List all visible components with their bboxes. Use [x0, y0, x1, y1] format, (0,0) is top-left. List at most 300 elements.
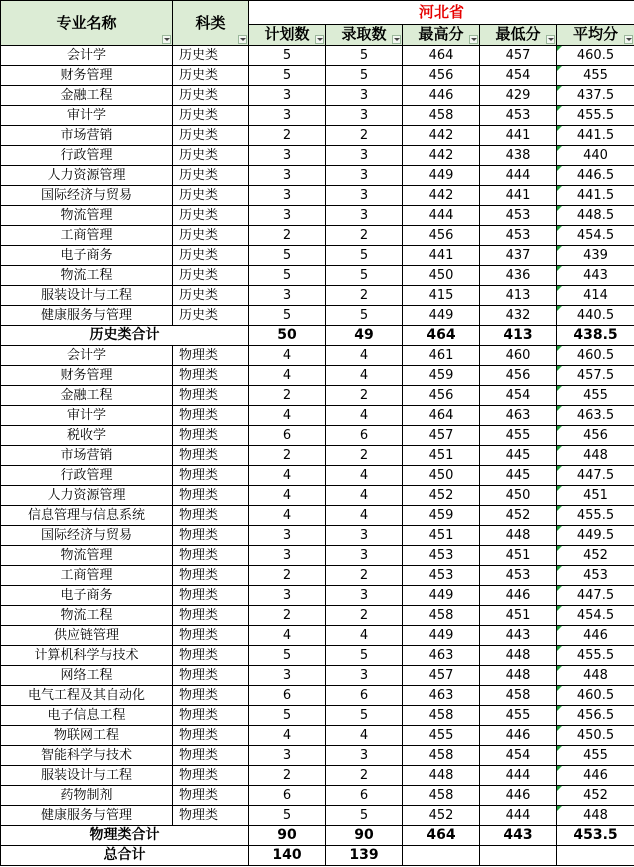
cell-category[interactable]: 物理类 — [173, 506, 249, 526]
cell-category[interactable]: 物理类 — [173, 426, 249, 446]
cell-major[interactable]: 市场营销 — [1, 126, 173, 146]
cell-max[interactable]: 449 — [403, 626, 480, 646]
cell-max[interactable]: 461 — [403, 346, 480, 366]
cell-avg[interactable]: 455 — [557, 386, 634, 406]
cell-admit[interactable]: 2 — [326, 766, 403, 786]
cell-category[interactable]: 历史类 — [173, 126, 249, 146]
cell-min[interactable]: 413 — [480, 286, 557, 306]
cell-admit[interactable]: 4 — [326, 626, 403, 646]
cell-min[interactable]: 460 — [480, 346, 557, 366]
cell-plan[interactable]: 3 — [249, 666, 326, 686]
total-min[interactable]: 443 — [480, 826, 557, 846]
cell-category[interactable]: 物理类 — [173, 726, 249, 746]
cell-max[interactable]: 457 — [403, 426, 480, 446]
cell-plan[interactable]: 2 — [249, 226, 326, 246]
cell-plan[interactable]: 2 — [249, 566, 326, 586]
cell-min[interactable]: 444 — [480, 166, 557, 186]
cell-admit[interactable]: 4 — [326, 486, 403, 506]
cell-plan[interactable]: 3 — [249, 166, 326, 186]
cell-admit[interactable]: 5 — [326, 806, 403, 826]
cell-admit[interactable]: 4 — [326, 506, 403, 526]
cell-min[interactable]: 429 — [480, 86, 557, 106]
cell-min[interactable]: 438 — [480, 146, 557, 166]
error-indicator-icon — [557, 486, 562, 491]
total-min[interactable] — [480, 846, 557, 866]
cell-min[interactable]: 451 — [480, 606, 557, 626]
cell-max[interactable]: 457 — [403, 666, 480, 686]
cell-major[interactable]: 税收学 — [1, 426, 173, 446]
cell-min[interactable]: 436 — [480, 266, 557, 286]
cell-min[interactable]: 448 — [480, 646, 557, 666]
cell-category[interactable]: 历史类 — [173, 46, 249, 66]
cell-category[interactable]: 历史类 — [173, 246, 249, 266]
cell-avg[interactable]: 447.5 — [557, 466, 634, 486]
cell-avg[interactable]: 452 — [557, 786, 634, 806]
total-min[interactable]: 413 — [480, 326, 557, 346]
cell-plan[interactable]: 2 — [249, 386, 326, 406]
cell-major[interactable]: 行政管理 — [1, 146, 173, 166]
cell-min[interactable]: 453 — [480, 106, 557, 126]
cell-avg[interactable]: 440.5 — [557, 306, 634, 326]
total-avg[interactable] — [557, 846, 634, 866]
cell-admit[interactable]: 3 — [326, 666, 403, 686]
cell-max[interactable]: 448 — [403, 766, 480, 786]
cell-category[interactable]: 历史类 — [173, 266, 249, 286]
cell-plan[interactable]: 4 — [249, 506, 326, 526]
cell-max[interactable]: 459 — [403, 506, 480, 526]
cell-avg[interactable]: 437.5 — [557, 86, 634, 106]
cell-admit[interactable]: 5 — [326, 46, 403, 66]
cell-max[interactable]: 451 — [403, 526, 480, 546]
cell-avg[interactable]: 456.5 — [557, 706, 634, 726]
cell-max[interactable]: 415 — [403, 286, 480, 306]
cell-avg[interactable]: 455.5 — [557, 106, 634, 126]
cell-major[interactable]: 物流管理 — [1, 546, 173, 566]
cell-admit[interactable]: 3 — [326, 166, 403, 186]
cell-min[interactable]: 441 — [480, 126, 557, 146]
cell-max[interactable]: 450 — [403, 466, 480, 486]
cell-min[interactable]: 451 — [480, 546, 557, 566]
cell-min[interactable]: 446 — [480, 586, 557, 606]
cell-avg[interactable]: 446 — [557, 766, 634, 786]
cell-admit[interactable]: 5 — [326, 246, 403, 266]
cell-plan[interactable]: 5 — [249, 266, 326, 286]
table-row — [1, 266, 634, 286]
cell-avg[interactable]: 452 — [557, 546, 634, 566]
cell-category[interactable]: 物理类 — [173, 686, 249, 706]
error-indicator-icon — [557, 166, 562, 171]
cell-admit[interactable]: 2 — [326, 286, 403, 306]
total-avg[interactable]: 453.5 — [557, 826, 634, 846]
total-admit[interactable]: 90 — [326, 826, 403, 846]
cell-max[interactable]: 441 — [403, 246, 480, 266]
cell-admit[interactable]: 4 — [326, 366, 403, 386]
cell-max[interactable]: 458 — [403, 106, 480, 126]
cell-avg[interactable]: 455.5 — [557, 646, 634, 666]
cell-avg[interactable]: 455.5 — [557, 506, 634, 526]
table-row — [1, 446, 634, 466]
cell-max[interactable]: 442 — [403, 146, 480, 166]
cell-avg[interactable]: 441.5 — [557, 186, 634, 206]
cell-min[interactable]: 453 — [480, 206, 557, 226]
cell-category[interactable]: 物理类 — [173, 746, 249, 766]
cell-min[interactable]: 463 — [480, 406, 557, 426]
cell-avg[interactable]: 451 — [557, 486, 634, 506]
cell-major[interactable]: 金融工程 — [1, 86, 173, 106]
total-max[interactable]: 464 — [403, 826, 480, 846]
filter-dropdown-min[interactable] — [546, 35, 555, 44]
cell-admit[interactable]: 5 — [326, 306, 403, 326]
cell-major[interactable]: 人力资源管理 — [1, 486, 173, 506]
cell-max[interactable]: 464 — [403, 46, 480, 66]
cell-major[interactable]: 财务管理 — [1, 66, 173, 86]
cell-min[interactable]: 453 — [480, 566, 557, 586]
cell-min[interactable]: 445 — [480, 446, 557, 466]
cell-major[interactable]: 健康服务与管理 — [1, 806, 173, 826]
cell-avg[interactable]: 440 — [557, 146, 634, 166]
cell-category[interactable]: 历史类 — [173, 206, 249, 226]
cell-major[interactable]: 会计学 — [1, 346, 173, 366]
total-max[interactable] — [403, 846, 480, 866]
filter-dropdown-admit[interactable] — [392, 35, 401, 44]
cell-category[interactable]: 物理类 — [173, 386, 249, 406]
cell-major[interactable]: 国际经济与贸易 — [1, 186, 173, 206]
cell-avg[interactable]: 441.5 — [557, 126, 634, 146]
cell-category[interactable]: 物理类 — [173, 406, 249, 426]
cell-category[interactable]: 物理类 — [173, 786, 249, 806]
cell-min[interactable]: 455 — [480, 426, 557, 446]
cell-avg[interactable]: 454.5 — [557, 606, 634, 626]
cell-major[interactable]: 网络工程 — [1, 666, 173, 686]
cell-category[interactable]: 物理类 — [173, 806, 249, 826]
cell-min[interactable]: 448 — [480, 666, 557, 686]
cell-max[interactable]: 442 — [403, 126, 480, 146]
cell-plan[interactable]: 6 — [249, 686, 326, 706]
table-row — [1, 306, 634, 326]
cell-major[interactable]: 审计学 — [1, 406, 173, 426]
cell-admit[interactable]: 3 — [326, 186, 403, 206]
total-admit[interactable]: 49 — [326, 326, 403, 346]
cell-max[interactable]: 458 — [403, 746, 480, 766]
cell-avg[interactable]: 456 — [557, 426, 634, 446]
cell-plan[interactable]: 3 — [249, 206, 326, 226]
cell-category[interactable]: 物理类 — [173, 546, 249, 566]
cell-major[interactable]: 健康服务与管理 — [1, 306, 173, 326]
table-row — [1, 766, 634, 786]
cell-plan[interactable]: 3 — [249, 526, 326, 546]
cell-min[interactable]: 456 — [480, 366, 557, 386]
cell-category[interactable]: 历史类 — [173, 146, 249, 166]
cell-max[interactable]: 455 — [403, 726, 480, 746]
cell-category[interactable]: 历史类 — [173, 286, 249, 306]
cell-max[interactable]: 449 — [403, 586, 480, 606]
cell-avg[interactable]: 455 — [557, 746, 634, 766]
cell-category[interactable]: 物理类 — [173, 566, 249, 586]
cell-avg[interactable]: 455 — [557, 66, 634, 86]
cell-max[interactable]: 463 — [403, 686, 480, 706]
total-plan[interactable]: 90 — [249, 826, 326, 846]
cell-category[interactable]: 历史类 — [173, 186, 249, 206]
cell-plan[interactable]: 3 — [249, 546, 326, 566]
cell-category[interactable]: 物理类 — [173, 486, 249, 506]
cell-min[interactable]: 453 — [480, 226, 557, 246]
cell-min[interactable]: 454 — [480, 746, 557, 766]
cell-major[interactable]: 电气工程及其自动化 — [1, 686, 173, 706]
cell-admit[interactable]: 6 — [326, 686, 403, 706]
cell-min[interactable]: 448 — [480, 526, 557, 546]
cell-admit[interactable]: 2 — [326, 566, 403, 586]
cell-category[interactable]: 历史类 — [173, 166, 249, 186]
cell-category[interactable]: 物理类 — [173, 366, 249, 386]
cell-plan[interactable]: 3 — [249, 746, 326, 766]
filter-dropdown-category[interactable] — [238, 35, 247, 44]
total-plan[interactable]: 140 — [249, 846, 326, 866]
cell-admit[interactable]: 6 — [326, 426, 403, 446]
total-avg[interactable]: 438.5 — [557, 326, 634, 346]
cell-avg[interactable]: 448 — [557, 806, 634, 826]
cell-admit[interactable]: 5 — [326, 706, 403, 726]
cell-category[interactable]: 物理类 — [173, 526, 249, 546]
cell-admit[interactable]: 2 — [326, 606, 403, 626]
cell-admit[interactable]: 3 — [326, 526, 403, 546]
cell-plan[interactable]: 4 — [249, 366, 326, 386]
cell-plan[interactable]: 2 — [249, 766, 326, 786]
cell-avg[interactable]: 460.5 — [557, 346, 634, 366]
cell-plan[interactable]: 2 — [249, 126, 326, 146]
cell-plan[interactable]: 5 — [249, 706, 326, 726]
cell-admit[interactable]: 3 — [326, 146, 403, 166]
total-plan[interactable]: 50 — [249, 326, 326, 346]
cell-avg[interactable]: 414 — [557, 286, 634, 306]
cell-plan[interactable]: 3 — [249, 86, 326, 106]
cell-min[interactable]: 443 — [480, 626, 557, 646]
cell-major[interactable]: 智能科学与技术 — [1, 746, 173, 766]
cell-major[interactable]: 供应链管理 — [1, 626, 173, 646]
cell-plan[interactable]: 3 — [249, 146, 326, 166]
table-row — [1, 146, 634, 166]
cell-min[interactable]: 437 — [480, 246, 557, 266]
cell-plan[interactable]: 4 — [249, 486, 326, 506]
cell-category[interactable]: 历史类 — [173, 66, 249, 86]
cell-plan[interactable]: 2 — [249, 606, 326, 626]
cell-major[interactable]: 服装设计与工程 — [1, 286, 173, 306]
cell-major[interactable]: 工商管理 — [1, 226, 173, 246]
cell-min[interactable]: 444 — [480, 806, 557, 826]
cell-max[interactable]: 453 — [403, 566, 480, 586]
cell-max[interactable]: 458 — [403, 786, 480, 806]
cell-plan[interactable]: 5 — [249, 46, 326, 66]
cell-category[interactable]: 物理类 — [173, 706, 249, 726]
cell-major[interactable]: 信息管理与信息系统 — [1, 506, 173, 526]
cell-max[interactable]: 458 — [403, 606, 480, 626]
cell-admit[interactable]: 2 — [326, 226, 403, 246]
cell-max[interactable]: 452 — [403, 806, 480, 826]
cell-max[interactable]: 463 — [403, 646, 480, 666]
cell-avg[interactable]: 453 — [557, 566, 634, 586]
cell-min[interactable]: 450 — [480, 486, 557, 506]
cell-plan[interactable]: 3 — [249, 106, 326, 126]
cell-max[interactable]: 459 — [403, 366, 480, 386]
cell-major[interactable]: 审计学 — [1, 106, 173, 126]
cell-avg[interactable]: 463.5 — [557, 406, 634, 426]
cell-plan[interactable]: 3 — [249, 586, 326, 606]
cell-max[interactable]: 458 — [403, 706, 480, 726]
cell-admit[interactable]: 2 — [326, 126, 403, 146]
filter-dropdown-plan[interactable] — [315, 35, 324, 44]
cell-plan[interactable]: 4 — [249, 406, 326, 426]
cell-admit[interactable]: 5 — [326, 266, 403, 286]
cell-plan[interactable]: 4 — [249, 726, 326, 746]
cell-major[interactable]: 财务管理 — [1, 366, 173, 386]
cell-avg[interactable]: 446.5 — [557, 166, 634, 186]
cell-min[interactable]: 444 — [480, 766, 557, 786]
cell-major[interactable]: 物流工程 — [1, 606, 173, 626]
cell-avg[interactable]: 448 — [557, 446, 634, 466]
error-indicator-icon — [557, 606, 562, 611]
cell-admit[interactable]: 3 — [326, 106, 403, 126]
cell-min[interactable]: 441 — [480, 186, 557, 206]
cell-category[interactable]: 物理类 — [173, 666, 249, 686]
cell-max[interactable]: 444 — [403, 206, 480, 226]
cell-plan[interactable]: 5 — [249, 306, 326, 326]
cell-avg[interactable]: 448 — [557, 666, 634, 686]
cell-avg[interactable]: 460.5 — [557, 686, 634, 706]
cell-min[interactable]: 446 — [480, 786, 557, 806]
cell-plan[interactable]: 3 — [249, 186, 326, 206]
cell-plan[interactable]: 4 — [249, 466, 326, 486]
header-category-label: 科类 — [195, 13, 226, 32]
cell-admit[interactable]: 3 — [326, 546, 403, 566]
cell-admit[interactable]: 3 — [326, 206, 403, 226]
cell-major[interactable]: 人力资源管理 — [1, 166, 173, 186]
cell-admit[interactable]: 6 — [326, 786, 403, 806]
cell-plan[interactable]: 6 — [249, 426, 326, 446]
cell-category[interactable]: 物理类 — [173, 346, 249, 366]
cell-max[interactable]: 442 — [403, 186, 480, 206]
cell-plan[interactable]: 2 — [249, 446, 326, 466]
cell-major[interactable]: 药物制剂 — [1, 786, 173, 806]
total-admit[interactable]: 139 — [326, 846, 403, 866]
cell-plan[interactable]: 6 — [249, 786, 326, 806]
cell-avg[interactable]: 443 — [557, 266, 634, 286]
cell-avg[interactable]: 447.5 — [557, 586, 634, 606]
cell-min[interactable]: 445 — [480, 466, 557, 486]
cell-major[interactable]: 电子信息工程 — [1, 706, 173, 726]
cell-major[interactable]: 物流管理 — [1, 206, 173, 226]
cell-min[interactable]: 446 — [480, 726, 557, 746]
cell-major[interactable]: 国际经济与贸易 — [1, 526, 173, 546]
cell-min[interactable]: 455 — [480, 706, 557, 726]
cell-max[interactable]: 450 — [403, 266, 480, 286]
cell-min[interactable]: 454 — [480, 386, 557, 406]
cell-plan[interactable]: 4 — [249, 626, 326, 646]
cell-category[interactable]: 历史类 — [173, 86, 249, 106]
cell-major[interactable]: 市场营销 — [1, 446, 173, 466]
cell-min[interactable]: 454 — [480, 66, 557, 86]
cell-plan[interactable]: 5 — [249, 66, 326, 86]
cell-max[interactable]: 464 — [403, 406, 480, 426]
cell-category[interactable]: 物理类 — [173, 766, 249, 786]
cell-admit[interactable]: 5 — [326, 66, 403, 86]
cell-admit[interactable]: 3 — [326, 746, 403, 766]
cell-category[interactable]: 历史类 — [173, 106, 249, 126]
cell-category[interactable]: 物理类 — [173, 446, 249, 466]
cell-major[interactable]: 计算机科学与技术 — [1, 646, 173, 666]
cell-major[interactable]: 电子商务 — [1, 246, 173, 266]
cell-major[interactable]: 物联网工程 — [1, 726, 173, 746]
total-max[interactable]: 464 — [403, 326, 480, 346]
cell-admit[interactable]: 2 — [326, 386, 403, 406]
cell-max[interactable]: 451 — [403, 446, 480, 466]
filter-dropdown-major[interactable] — [162, 35, 171, 44]
cell-plan[interactable]: 5 — [249, 806, 326, 826]
cell-plan[interactable]: 5 — [249, 246, 326, 266]
cell-admit[interactable]: 4 — [326, 346, 403, 366]
total-row — [1, 326, 634, 346]
cell-max[interactable]: 456 — [403, 66, 480, 86]
cell-plan[interactable]: 5 — [249, 646, 326, 666]
cell-max[interactable]: 456 — [403, 226, 480, 246]
cell-min[interactable]: 452 — [480, 506, 557, 526]
cell-avg[interactable]: 448.5 — [557, 206, 634, 226]
cell-avg[interactable]: 450.5 — [557, 726, 634, 746]
cell-admit[interactable]: 5 — [326, 646, 403, 666]
filter-dropdown-max[interactable] — [469, 35, 478, 44]
cell-max[interactable]: 453 — [403, 546, 480, 566]
cell-avg[interactable]: 449.5 — [557, 526, 634, 546]
table-row — [1, 246, 634, 266]
cell-major[interactable]: 工商管理 — [1, 566, 173, 586]
cell-avg[interactable]: 454.5 — [557, 226, 634, 246]
cell-admit[interactable]: 3 — [326, 586, 403, 606]
cell-category[interactable]: 物理类 — [173, 646, 249, 666]
filter-dropdown-avg[interactable] — [624, 35, 633, 44]
cell-max[interactable]: 446 — [403, 86, 480, 106]
cell-max[interactable]: 456 — [403, 386, 480, 406]
cell-avg[interactable]: 457.5 — [557, 366, 634, 386]
cell-plan[interactable]: 3 — [249, 286, 326, 306]
error-indicator-icon — [557, 426, 562, 431]
cell-avg[interactable]: 460.5 — [557, 46, 634, 66]
cell-category[interactable]: 物理类 — [173, 586, 249, 606]
cell-major[interactable]: 物流工程 — [1, 266, 173, 286]
cell-admit[interactable]: 4 — [326, 726, 403, 746]
cell-major[interactable]: 金融工程 — [1, 386, 173, 406]
cell-max[interactable]: 452 — [403, 486, 480, 506]
cell-min[interactable]: 458 — [480, 686, 557, 706]
cell-min[interactable]: 457 — [480, 46, 557, 66]
cell-admit[interactable]: 2 — [326, 446, 403, 466]
cell-category[interactable]: 物理类 — [173, 626, 249, 646]
cell-major[interactable]: 电子商务 — [1, 586, 173, 606]
cell-min[interactable]: 432 — [480, 306, 557, 326]
cell-max[interactable]: 449 — [403, 306, 480, 326]
cell-admit[interactable]: 4 — [326, 406, 403, 426]
cell-admit[interactable]: 3 — [326, 86, 403, 106]
cell-major[interactable]: 行政管理 — [1, 466, 173, 486]
cell-category[interactable]: 物理类 — [173, 606, 249, 626]
cell-category[interactable]: 历史类 — [173, 306, 249, 326]
cell-category[interactable]: 历史类 — [173, 226, 249, 246]
cell-admit[interactable]: 4 — [326, 466, 403, 486]
cell-avg[interactable]: 439 — [557, 246, 634, 266]
cell-major[interactable]: 会计学 — [1, 46, 173, 66]
cell-avg[interactable]: 446 — [557, 626, 634, 646]
cell-plan[interactable]: 4 — [249, 346, 326, 366]
cell-max[interactable]: 449 — [403, 166, 480, 186]
cell-major[interactable]: 服装设计与工程 — [1, 766, 173, 786]
cell-category[interactable]: 物理类 — [173, 466, 249, 486]
